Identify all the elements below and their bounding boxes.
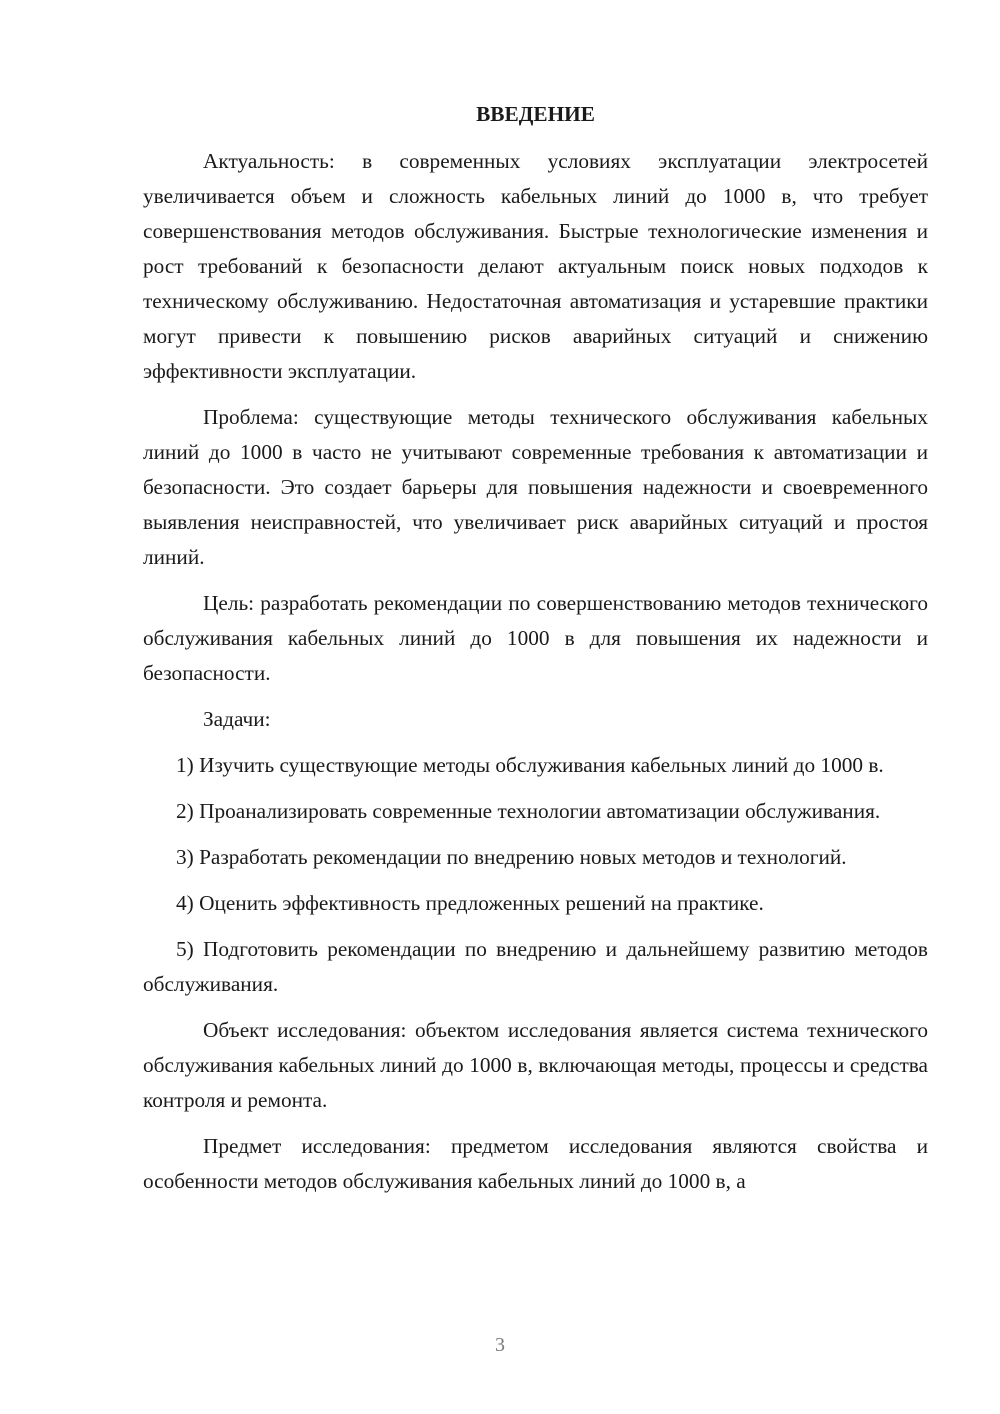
- problem-paragraph: Проблема: существующие методы технического обслуживания кабельных линий до 1000 в часто не учитывают современные требования к автоматизации и безопасности. Это создает барьеры для повышения надежности и своевременного выявления неисправностей, что увеличивает риск аварийных ситуаций и простоя линий.: [143, 405, 928, 569]
- task-item-3: 3) Разработать рекомендации по внедрению новых методов и технологий.: [176, 845, 847, 869]
- task-item-5: 5) Подготовить рекомендации по внедрению и дальнейшему развитию методов обслуживания.: [143, 937, 928, 996]
- relevance-paragraph: Актуальность: в современных условиях эксплуатации электросетей увеличивается объем и сложность кабельных линий до 1000 в, что требует совершенствования методов обслуживания. Быстрые технологические изменения и рост требований к безопасности делают актуальным поиск новых подходов к техническому обслуживанию. Недостаточная автоматизация и устаревшие практики могут привести к повышению рисков аварийных ситуаций и снижению эффективности эксплуатации.: [143, 149, 928, 383]
- goal-paragraph: Цель: разработать рекомендации по совершенствованию методов технического обслуживания кабельных линий до 1000 в для повышения их надежности и безопасности.: [143, 591, 928, 685]
- page-content: [143, 97, 928, 1199]
- page-number: 3: [495, 1334, 505, 1356]
- task-item-1: 1) Изучить существующие методы обслуживания кабельных линий до 1000 в.: [176, 753, 884, 777]
- object-paragraph: Объект исследования: объектом исследования является система технического обслуживания кабельных линий до 1000 в, включающая методы, процессы и средства контроля и ремонта.: [143, 1018, 928, 1112]
- task-item-2: 2) Проанализировать современные технологии автоматизации обслуживания.: [176, 799, 881, 823]
- section-heading: ВВЕДЕНИЕ: [476, 102, 595, 126]
- task-item-4: 4) Оценить эффективность предложенных решений на практике.: [176, 891, 764, 915]
- subject-paragraph: Предмет исследования: предметом исследования являются свойства и особенности методов обслуживания кабельных линий до 1000 в, а: [143, 1134, 928, 1193]
- tasks-label: Задачи:: [203, 707, 271, 731]
